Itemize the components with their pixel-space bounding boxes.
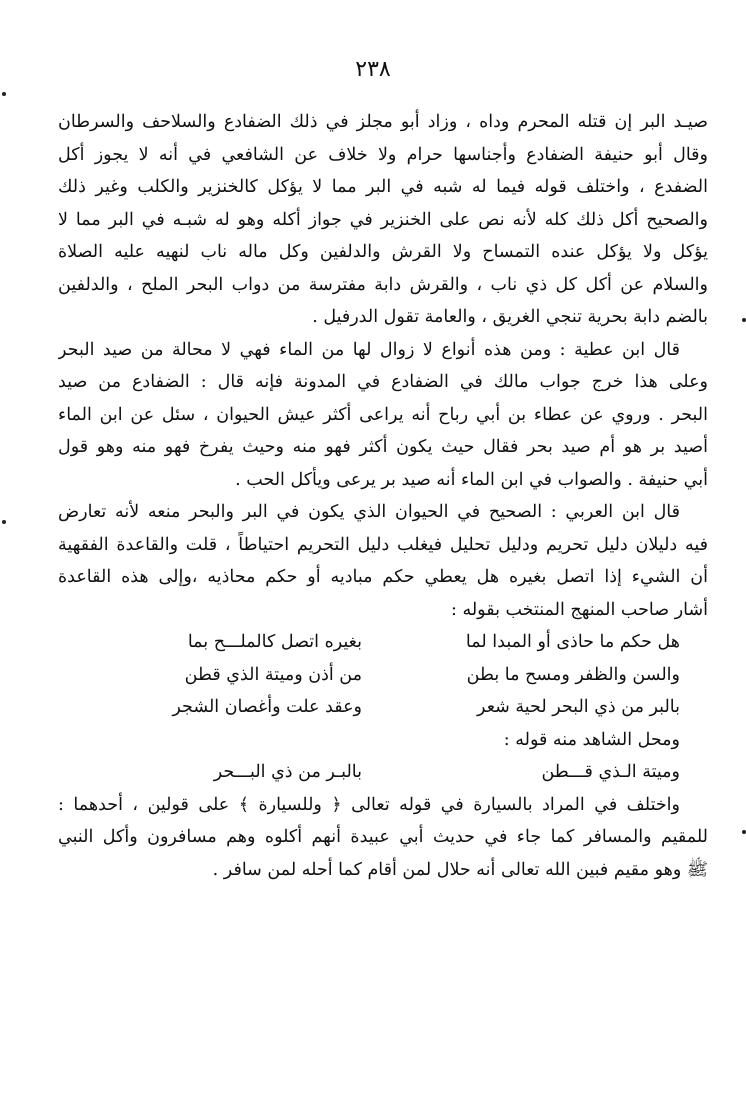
text-line: واختلف في المراد بالسيارة في قوله تعالى ﴿ وللسيارة ﴾ على قولين ، أحدهما : xyxy=(58,794,680,815)
verse-first-hemistich: هل حكم ما حاذى أو المبدا لما xyxy=(465,632,680,652)
poem xyxy=(58,626,708,724)
text-line: والسلام عن أكل كل ذي ناب ، والقرش دابة مفترسة من دواب البحر الملح ، والدلفين xyxy=(58,274,708,295)
text-line: يؤكل ولا يؤكل عنده التمساح ولا القرش والدلفين وكل ماله ناب لنهيه عليه الصلاة xyxy=(58,242,708,262)
text-line: قال ابن العربي : الصحيح في الحيوان الذي يكون في البر والبحر منعه لأنه تعارض xyxy=(58,502,680,522)
paragraph-2 xyxy=(58,334,708,497)
text-line: البحر . وروي عن عطاء بن أبي رباح أنه يراعى أكثر عيش الحيوان ، سئل عن ابن الماء xyxy=(58,404,708,425)
text-line: وعلى هذا خرج جواب مالك في الضفادع في المدونة فإنه قال : الضفادع من صيد xyxy=(58,372,708,392)
witness-intro: ومحل الشاهد منه قوله : xyxy=(503,729,680,750)
scan-mark xyxy=(742,318,746,322)
text-line: للمقيم والمسافر كما جاء في حديث أبي عبيدة أنهم أكلوه وهم مسافرون وأكل النبي xyxy=(58,827,708,847)
text-line: فيه دليلان دليل تحريم ودليل تحليل فيغلب دليل التحريم احتياطاً ، قلت والقاعدة الفقهية xyxy=(58,534,708,555)
paragraph-3 xyxy=(58,496,708,626)
main-text xyxy=(58,106,708,886)
page-number: ٢٣٨ xyxy=(355,57,391,82)
poem-verse xyxy=(58,626,708,659)
poem-verse xyxy=(58,659,708,692)
verse-second-hemistich: وعقد علت وأغصان الشجر xyxy=(172,697,362,717)
text-line: وقال أبو حنيفة الضفادع وأجناسها حرام ولا خلاف عن الشافعي في أنه لا يجوز أكل xyxy=(58,144,708,165)
text-line: قال ابن عطية : ومن هذه أنواع لا زوال لها من الماء فهي لا محالة من صيد البحر xyxy=(58,339,680,360)
text-line: أشار صاحب المنهج المنتخب بقوله : xyxy=(451,599,708,620)
text-line: صيـد البر إن قتله المحرم وداه ، وزاد أبو مجلز في ذلك الضفادع والسلاحف والسرطان xyxy=(58,112,708,132)
text-line: الضفدع ، واختلف قوله فيما له شبه في البر مما لا يؤكل كالخنزير والكلب وغير ذلك xyxy=(58,177,708,197)
scan-mark xyxy=(2,520,6,524)
text-line: أن الشيء إذا اتصل بغيره هل يعطي حكم مباديه أو حكم محاذيه ،وإلى هذه القاعدة xyxy=(58,567,708,587)
verse-first-hemistich: بالبر من ذي البحر لحية شعر xyxy=(477,697,680,717)
witness-verse xyxy=(58,756,708,789)
verse-second-hemistich: بغيره اتصل كالملـــح بما xyxy=(187,632,362,652)
text-line: والصحيح أكل ذلك كله لأنه نص على الخنزير في جواز أكله وهو له شبـه في البر مما لا xyxy=(58,209,708,230)
scan-mark xyxy=(2,92,6,96)
text-line: بالضم دابة بحرية تنجي الغريق ، والعامة تقول الدرفيل . xyxy=(312,307,708,327)
text-line: ﷺ وهو مقيم فبين الله تعالى أنه حلال لمن أقام كما أحله لمن سافر . xyxy=(212,859,708,880)
verse-second-hemistich: من أذن وميتة الذي قطن xyxy=(184,664,362,685)
text-line: أبي حنيفة . والصواب في ابن الماء أنه صيد بر يرعى ويأكل الحب . xyxy=(235,469,708,490)
verse-first-hemistich: وميتة الـذي قـــطن xyxy=(541,762,680,782)
scan-mark xyxy=(742,830,746,834)
paragraph-closing xyxy=(58,789,708,887)
poem-verse xyxy=(58,691,708,724)
paragraph-1 xyxy=(58,106,708,334)
text-line: أصيد بر هو أم صيد بحر فقال حيث يكون أكثر فهو منه وحيث يفرخ فهو منه وهو قول xyxy=(58,437,708,457)
verse-first-hemistich: والسن والظفر ومسح ما بطن xyxy=(466,664,680,685)
verse-second-hemistich: بالبـر من ذي البـــحر xyxy=(213,762,362,782)
